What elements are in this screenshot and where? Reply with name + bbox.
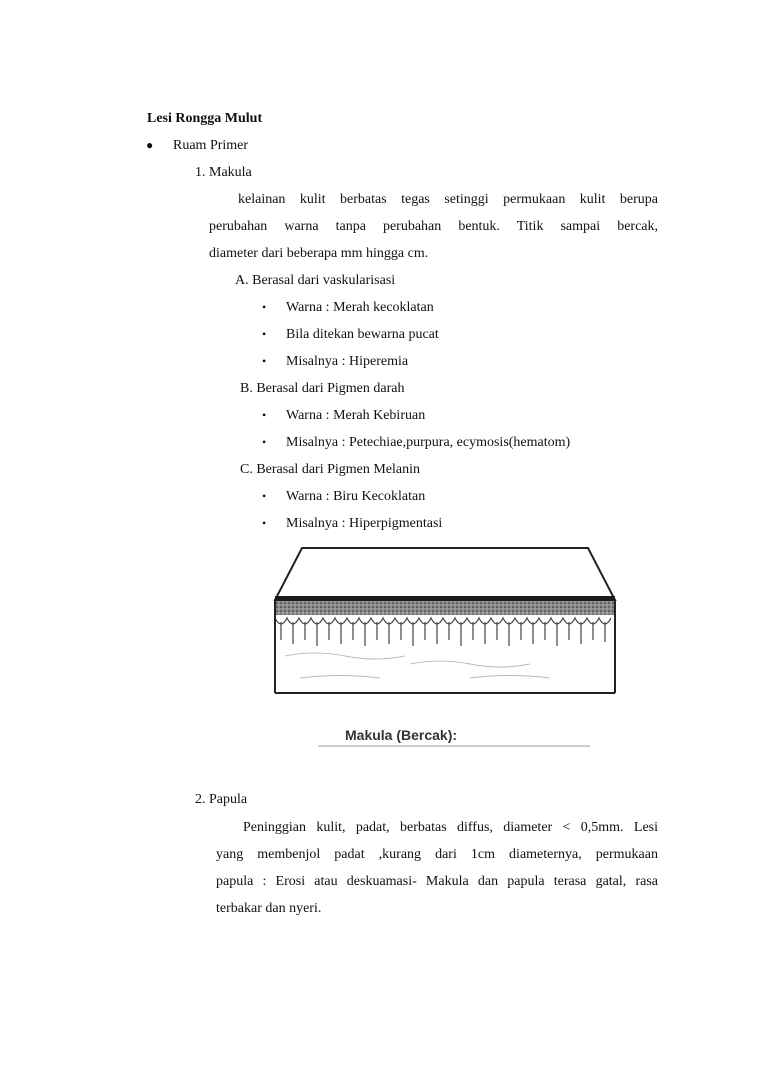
list-item: Warna : Merah Kebiruan	[286, 408, 426, 423]
makula-desc-line: diameter dari beberapa mm hingga cm.	[209, 246, 429, 261]
list-item: Warna : Merah kecoklatan	[286, 300, 434, 315]
papula-heading: 2. Papula	[195, 792, 248, 807]
papula-desc-line: yang membenjol padat ,kurang dari 1cm diameternya, permukaan	[216, 847, 658, 862]
papula-desc-line: papula : Erosi atau deskuamasi- Makula dan papula terasa gatal, rasa	[216, 874, 658, 889]
skin-surface	[275, 548, 615, 600]
group-label: C. Berasal dari Pigmen Melanin	[240, 462, 421, 477]
makula-desc-line: kelainan kulit berbatas tegas setinggi permukaan kulit berupa	[238, 192, 658, 207]
bullet-icon: •	[262, 327, 267, 341]
bullet-icon: •	[262, 300, 267, 314]
dermal-papillae	[275, 618, 611, 646]
papula-desc-line: Peninggian kulit, padat, berbatas diffus, diameter < 0,5mm. Lesi	[243, 820, 658, 835]
makula-illustration	[240, 538, 658, 762]
dermis-fibers	[285, 653, 550, 678]
bullet-icon: •	[262, 516, 267, 530]
list-item: Warna : Biru Kecoklatan	[286, 489, 426, 504]
bullet-icon: ●	[146, 138, 154, 152]
list-item: Bila ditekan bewarna pucat	[286, 327, 439, 342]
stratum-corneum	[275, 596, 615, 601]
bullet-icon: •	[262, 354, 267, 368]
group-label: B. Berasal dari Pigmen darah	[240, 381, 405, 396]
document-title: Lesi Rongga Mulut	[147, 111, 263, 126]
list-item: Misalnya : Hiperemia	[286, 354, 409, 369]
section-heading: Ruam Primer	[173, 138, 249, 153]
bullet-icon: •	[262, 489, 267, 503]
list-item: Misalnya : Petechiae,purpura, ecymosis(hematom)	[286, 435, 571, 450]
list-item: Misalnya : Hiperpigmentasi	[286, 516, 443, 531]
makula-desc-line: perubahan warna tanpa perubahan bentuk. Titik sampai bercak,	[209, 219, 658, 234]
bullet-icon: •	[262, 408, 267, 422]
group-label: A. Berasal dari vaskularisasi	[235, 273, 396, 288]
makula-heading: 1. Makula	[195, 165, 252, 180]
bullet-icon: •	[262, 435, 267, 449]
epidermis-layer	[275, 601, 615, 615]
papula-desc-line: terbakar dan nyeri.	[216, 901, 322, 916]
figure-caption: Makula (Bercak):	[345, 727, 458, 743]
